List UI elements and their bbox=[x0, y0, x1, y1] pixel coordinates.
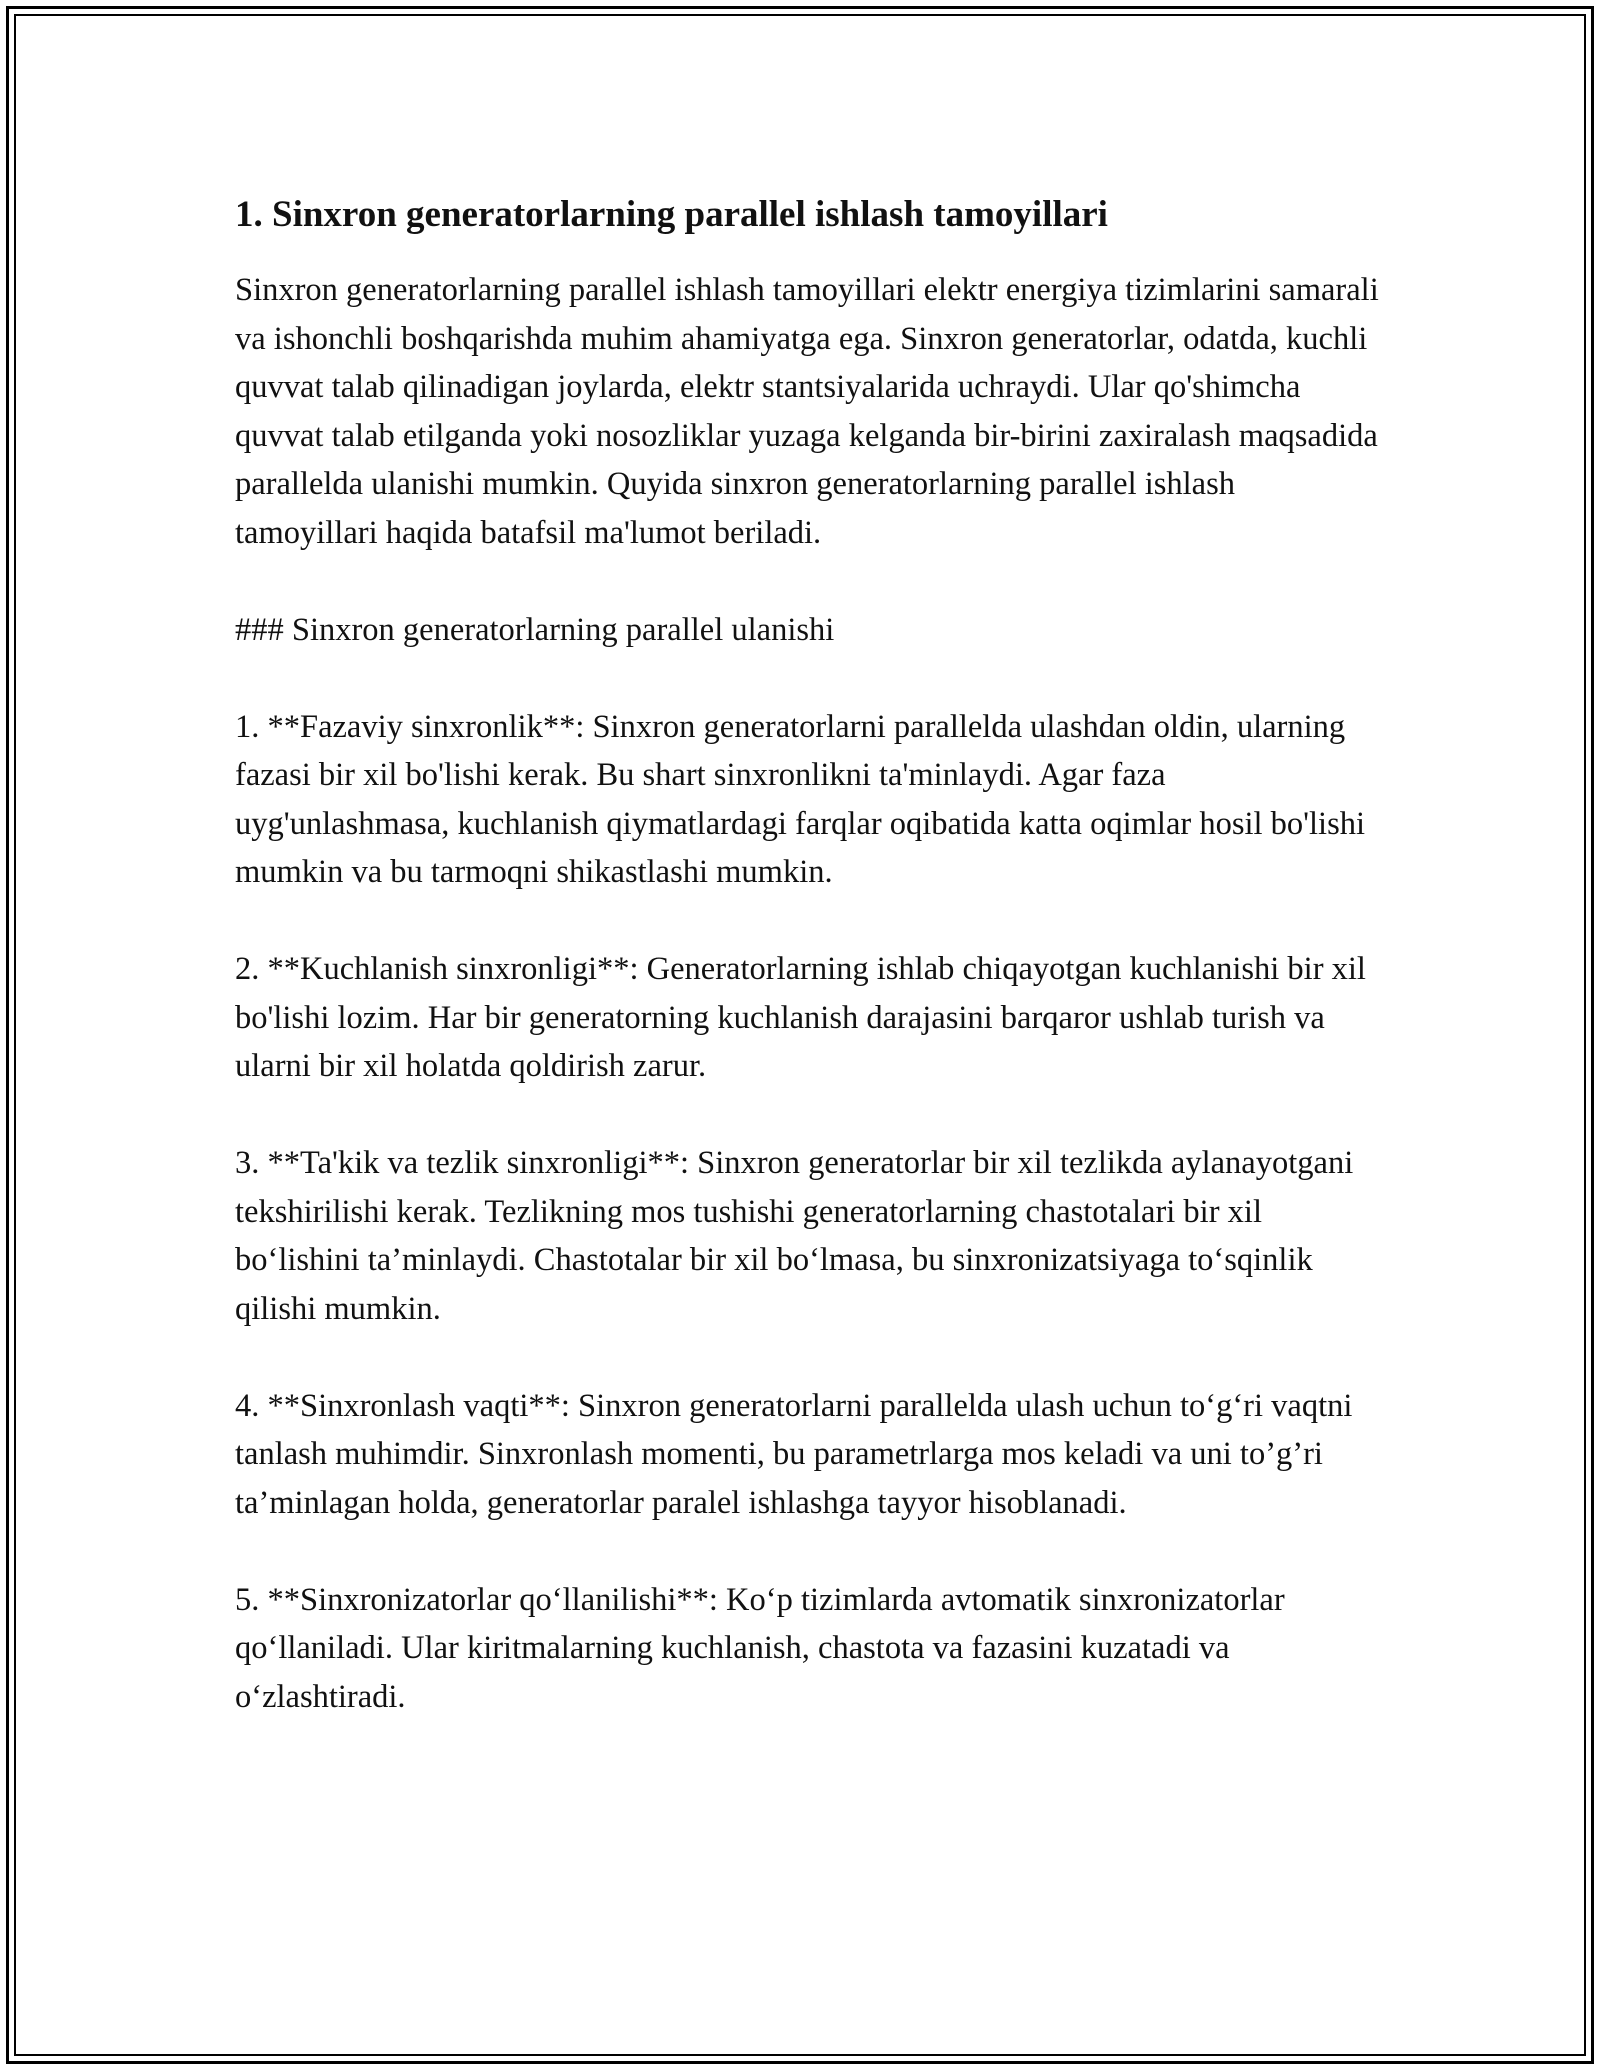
list-item: 3. **Ta'kik va tezlik sinxronligi**: Sinxron generatorlar bir xil tezlikda aylanayotgani tekshirilishi kerak. Tezlikning mos tushishi generatorlarning chastotalari bir xil bo‘lishini ta’minlaydi. Chastotalar bir xil bo‘lmasa, bu sinxronizatsiyaga to‘sqinlik qilishi mumkin. bbox=[235, 1145, 1354, 1327]
intro-paragraph: Sinxron generatorlarning parallel ishlash tamoyillari elektr energiya tizimlarini samarali va ishonchli boshqarishda muhim ahamiyatga ega. Sinxron generatorlar, odatda, kuchli quvvat talab qilinadigan joylarda, elektr stantsiyalarida uchraydi. Ular qo'shimcha quvvat talab etilganda yoki nosozliklar yuzaga kelganda bir-birini zaxiralash maqsadida parallelda ulanishi mumkin. Quyida sinxron generatorlarning parallel ishlash tamoyillari haqida batafsil ma'lumot beriladi. bbox=[235, 272, 1379, 551]
subheading: ### Sinxron generatorlarning parallel ulanishi bbox=[235, 611, 835, 648]
list-item: 5. **Sinxronizatorlar qo‘llanilishi**: Ko‘p tizimlarda avtomatik sinxronizatorlar qo‘llaniladi. Ular kiritmalarning kuchlanish, chastota va fazasini kuzatadi va o‘zlashtiradi. bbox=[235, 1581, 1285, 1715]
document-body bbox=[235, 190, 1385, 1721]
section-title: 1. Sinxron generatorlarning parallel ishlash tamoyillari bbox=[235, 194, 1108, 235]
list-item: 2. **Kuchlanish sinxronligi**: Generatorlarning ishlab chiqayotgan kuchlanishi bir xil bo'lishi lozim. Har bir generatorning kuchlanish darajasini barqaror ushlab turish va ularni bir xil holatda qoldirish zarur. bbox=[235, 951, 1366, 1084]
list-item: 4. **Sinxronlash vaqti**: Sinxron generatorlarni parallelda ulash uchun to‘g‘ri vaqtni tanlash muhimdir. Sinxronlash momenti, bu parametrlarga mos keladi va uni to’g’ri ta’minlagan holda, generatorlar paralel ishlashga tayyor hisoblanadi. bbox=[235, 1387, 1353, 1521]
list-item: 1. **Fazaviy sinxronlik**: Sinxron generatorlarni parallelda ulashdan oldin, ularning fazasi bir xil bo'lishi kerak. Bu shart sinxronlikni ta'minlaydi. Agar faza uyg'unlashmasa, kuchlanish qiymatlardagi farqlar oqibatida katta oqimlar hosil bo'lishi mumkin va bu tarmoqni shikastlashi mumkin. bbox=[235, 708, 1365, 890]
